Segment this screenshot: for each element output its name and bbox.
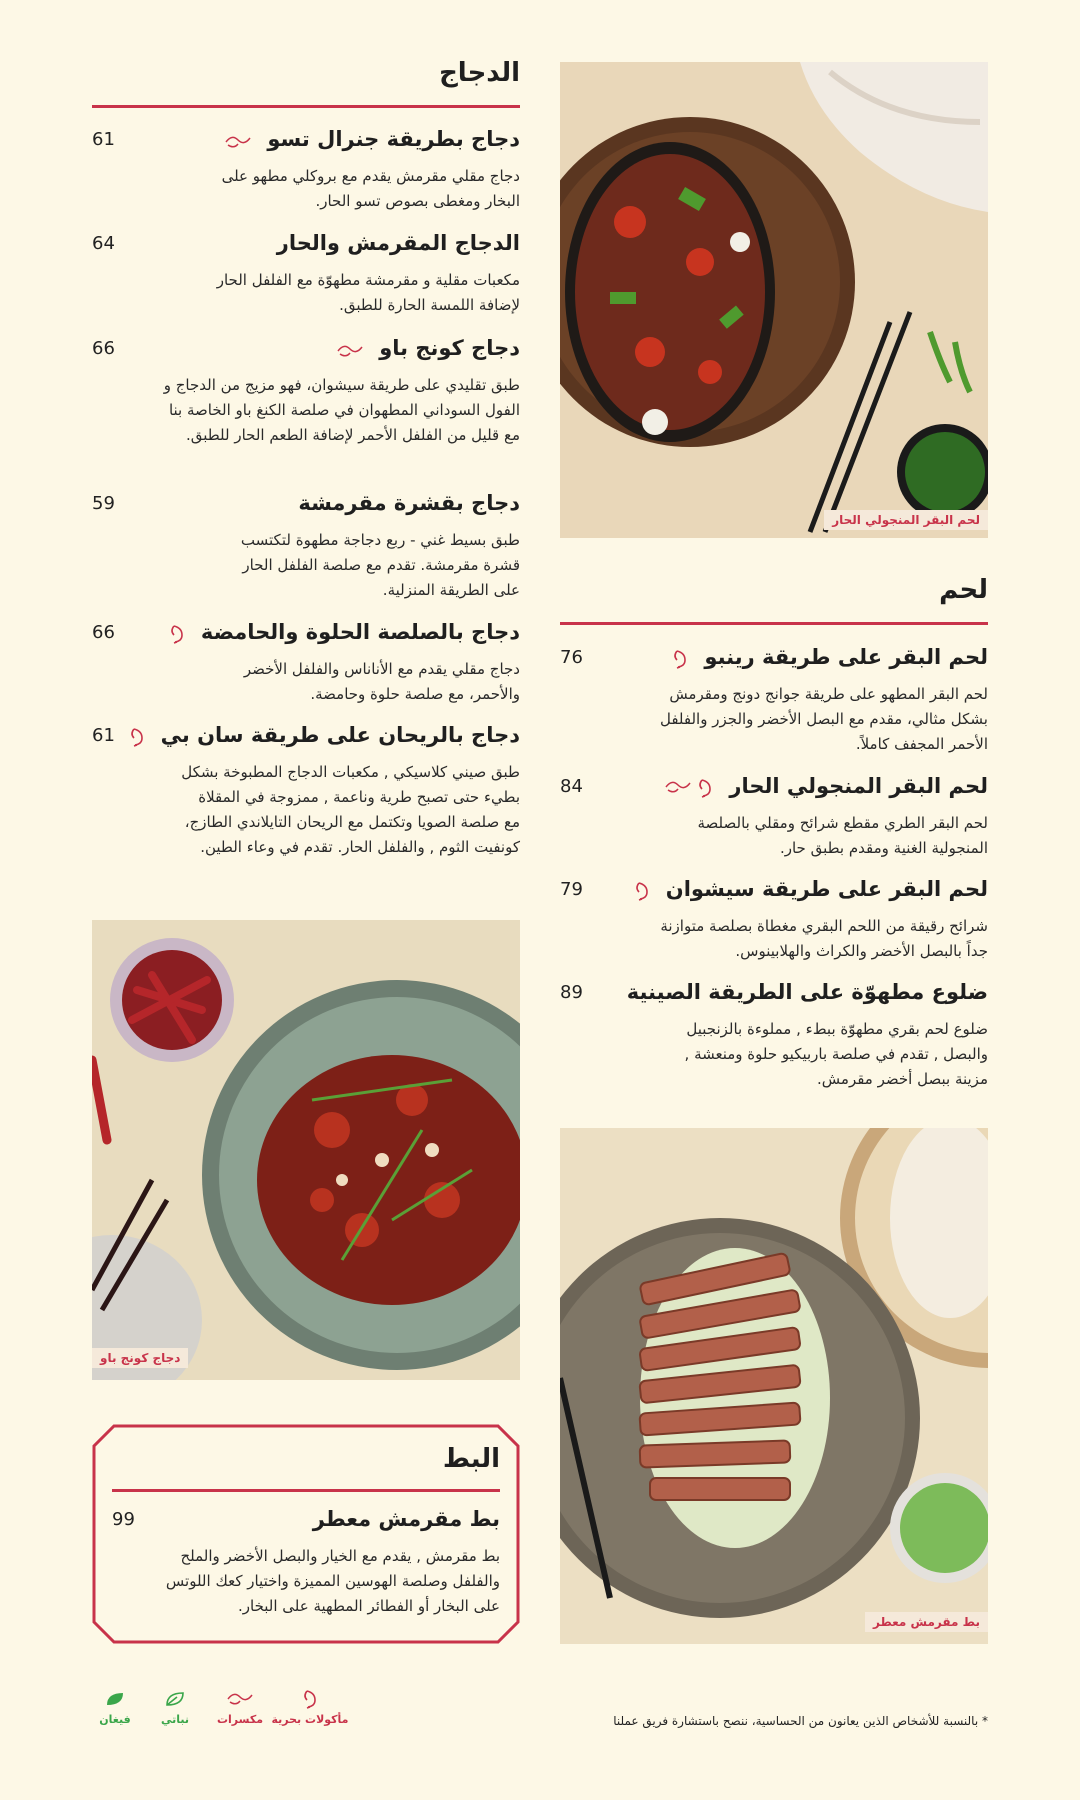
- duck-section-title: البط: [442, 1444, 500, 1474]
- allergy-footnote: * بالنسبة للأشخاص الذين يعانون من الحساسية، ننصح باستشارة فريق عملنا: [613, 1714, 988, 1728]
- legend-vegetarian: [150, 1688, 200, 1726]
- menu-item: [92, 617, 520, 707]
- menu-item: [112, 1504, 500, 1619]
- menu-item-price: 59: [92, 492, 115, 514]
- menu-item-price: 99: [112, 1508, 135, 1530]
- menu-item: [92, 124, 520, 214]
- menu-item-description: شرائح رقيقة من اللحم البقري مغطاة بصلصة متوازنة جداً بالبصل الأخضر والكراث والهلابينوس.: [660, 917, 988, 960]
- chicken-section-title: الدجاج: [439, 58, 520, 88]
- nuts-icon: [336, 342, 364, 360]
- duck-section-divider: [112, 1489, 500, 1492]
- vegan-leaf-icon: [103, 1688, 127, 1710]
- seafood-icon: [301, 1688, 319, 1710]
- menu-item-name: بط مقرمش معطر: [312, 1507, 500, 1531]
- menu-item-name: دجاج كونج باو: [379, 336, 520, 360]
- seafood-icon: [168, 624, 186, 644]
- menu-item: [560, 977, 988, 1092]
- menu-item-name: دجاج بالريحان على طريقة سان بي: [160, 722, 520, 747]
- beef-photo-caption: لحم البقر المنجولي الحار: [824, 510, 988, 530]
- menu-item: [560, 642, 988, 757]
- menu-item-name: الدجاج المقرمش والحار: [276, 231, 520, 255]
- beef-photo: [560, 62, 988, 538]
- seafood-icon: [671, 649, 689, 669]
- menu-item-description: دجاج مقلي مقرمش يقدم مع بروكلي مطهو على البخار ومغطى بصوص تسو الحار.: [221, 167, 520, 210]
- menu-item-name: دجاج بطريقة جنرال تسو: [267, 127, 520, 151]
- seafood-icon: [633, 881, 651, 901]
- menu-item-price: 84: [560, 775, 583, 797]
- menu-item: [92, 333, 520, 448]
- menu-item-description: طبق تقليدي على طريقة سيشوان، فهو مزيج من الدجاج و الفول السوداني المطهوان في صلصة الكنغ باو الخاصة بنا مع قليل من الفلفل الأحمر لإضافة الطعم الحار للطبق.: [163, 376, 520, 444]
- menu-item-name: لحم البقر على طريقة رينبو: [704, 644, 988, 669]
- legend-vegetarian-label: نباتي: [160, 1713, 189, 1726]
- chicken-photo-caption: دجاج كونج باو: [92, 1348, 188, 1368]
- menu-item-price: 79: [560, 878, 583, 900]
- chicken-section-divider: [92, 105, 520, 108]
- menu-item-name: لحم البقر على طريقة سيشوان: [665, 876, 988, 901]
- nuts-icon: [224, 133, 252, 151]
- menu-item: [560, 874, 988, 964]
- vegetarian-leaf-icon: [163, 1688, 187, 1710]
- menu-item-name: ضلوع مطهوّة على الطريقة الصينية: [626, 980, 988, 1004]
- menu-item: [560, 771, 988, 861]
- duck-photo: [560, 1128, 988, 1644]
- legend-seafood: [270, 1688, 350, 1726]
- menu-item-price: 76: [560, 646, 583, 668]
- menu-item-description: مكعبات مقلية و مقرمشة مطهوّة مع الفلفل الحار لإضافة اللمسة الحارة للطبق.: [216, 271, 520, 314]
- meat-section-divider: [560, 622, 988, 625]
- menu-item-price: 66: [92, 337, 115, 359]
- menu-item-price: 61: [92, 724, 115, 746]
- menu-item: [92, 720, 520, 860]
- legend-nuts: [210, 1688, 270, 1726]
- nuts-icon: [226, 1688, 254, 1710]
- seafood-icon: [128, 727, 146, 747]
- menu-item-price: 61: [92, 128, 115, 150]
- legend-vegan: [90, 1688, 140, 1726]
- legend-nuts-label: مكسرات: [216, 1713, 264, 1726]
- meat-section-title: لحم: [939, 575, 988, 605]
- menu-item-name: لحم البقر المنجولي الحار: [729, 773, 988, 798]
- chicken-photo: [92, 920, 520, 1380]
- menu-item-description: طبق صيني كلاسيكي , مكعبات الدجاج المطبوخة بشكل بطيء حتى تصبح طرية وناعمة , ممزوجة في المقلاة مع صلصة الصويا وتكتمل مع الريحان التايلاندي الطازج، كونفيت الثوم , والفلفل الحار. تقدم في وعاء الطين.: [181, 763, 520, 856]
- duck-section-box: [92, 1424, 520, 1644]
- menu-item-description: دجاج مقلي يقدم مع الأناناس والفلفل الأخضر والأحمر، مع صلصة حلوة وحامضة.: [243, 660, 520, 703]
- duck-photo-caption: بط مقرمش معطر: [865, 1612, 988, 1632]
- menu-item-description: لحم البقر المطهو على طريقة جوانج دونج ومقرمش بشكل مثالي، مقدم مع البصل الأخضر والجزر والفلفل الأحمر المجفف كاملاً.: [659, 685, 988, 753]
- menu-item: [92, 228, 520, 318]
- menu-item-description: لحم البقر الطري مقطع شرائح ومقلي بالصلصة المنجولية الغنية ومقدم بطبق حار.: [697, 814, 988, 857]
- menu-item-description: بط مقرمش , يقدم مع الخيار والبصل الأخضر والملح والفلفل وصلصة الهوسين المميزة واختيار كعك اللوتس على البخار أو الفطائر المطهية على البخار.: [165, 1547, 500, 1615]
- menu-item-price: 64: [92, 232, 115, 254]
- menu-item-name: دجاج بالصلصة الحلوة والحامضة: [200, 619, 520, 644]
- legend-vegan-label: فيغان: [99, 1713, 131, 1726]
- menu-item-price: 89: [560, 981, 583, 1003]
- menu-item: [92, 488, 520, 603]
- seafood-icon: [696, 778, 714, 798]
- menu-item-description: طبق بسيط غني - ربع دجاجة مطهوة لتكتسب قشرة مقرمشة. تقدم مع صلصة الفلفل الحار على الطريقة المنزلية.: [240, 531, 520, 599]
- menu-item-name: دجاج بقشرة مقرمشة: [298, 491, 520, 515]
- menu-item-description: ضلوع لحم بقري مطهوّة ببطء , مملوءة بالزنجبيل والبصل , تقدم في صلصة باربيكيو حلوة ومنعشة , مزينة ببصل أخضر مقرمش.: [684, 1020, 988, 1088]
- legend-seafood-label: مأكولات بحرية: [271, 1713, 349, 1726]
- menu-item-price: 66: [92, 621, 115, 643]
- nuts-icon: [664, 778, 692, 796]
